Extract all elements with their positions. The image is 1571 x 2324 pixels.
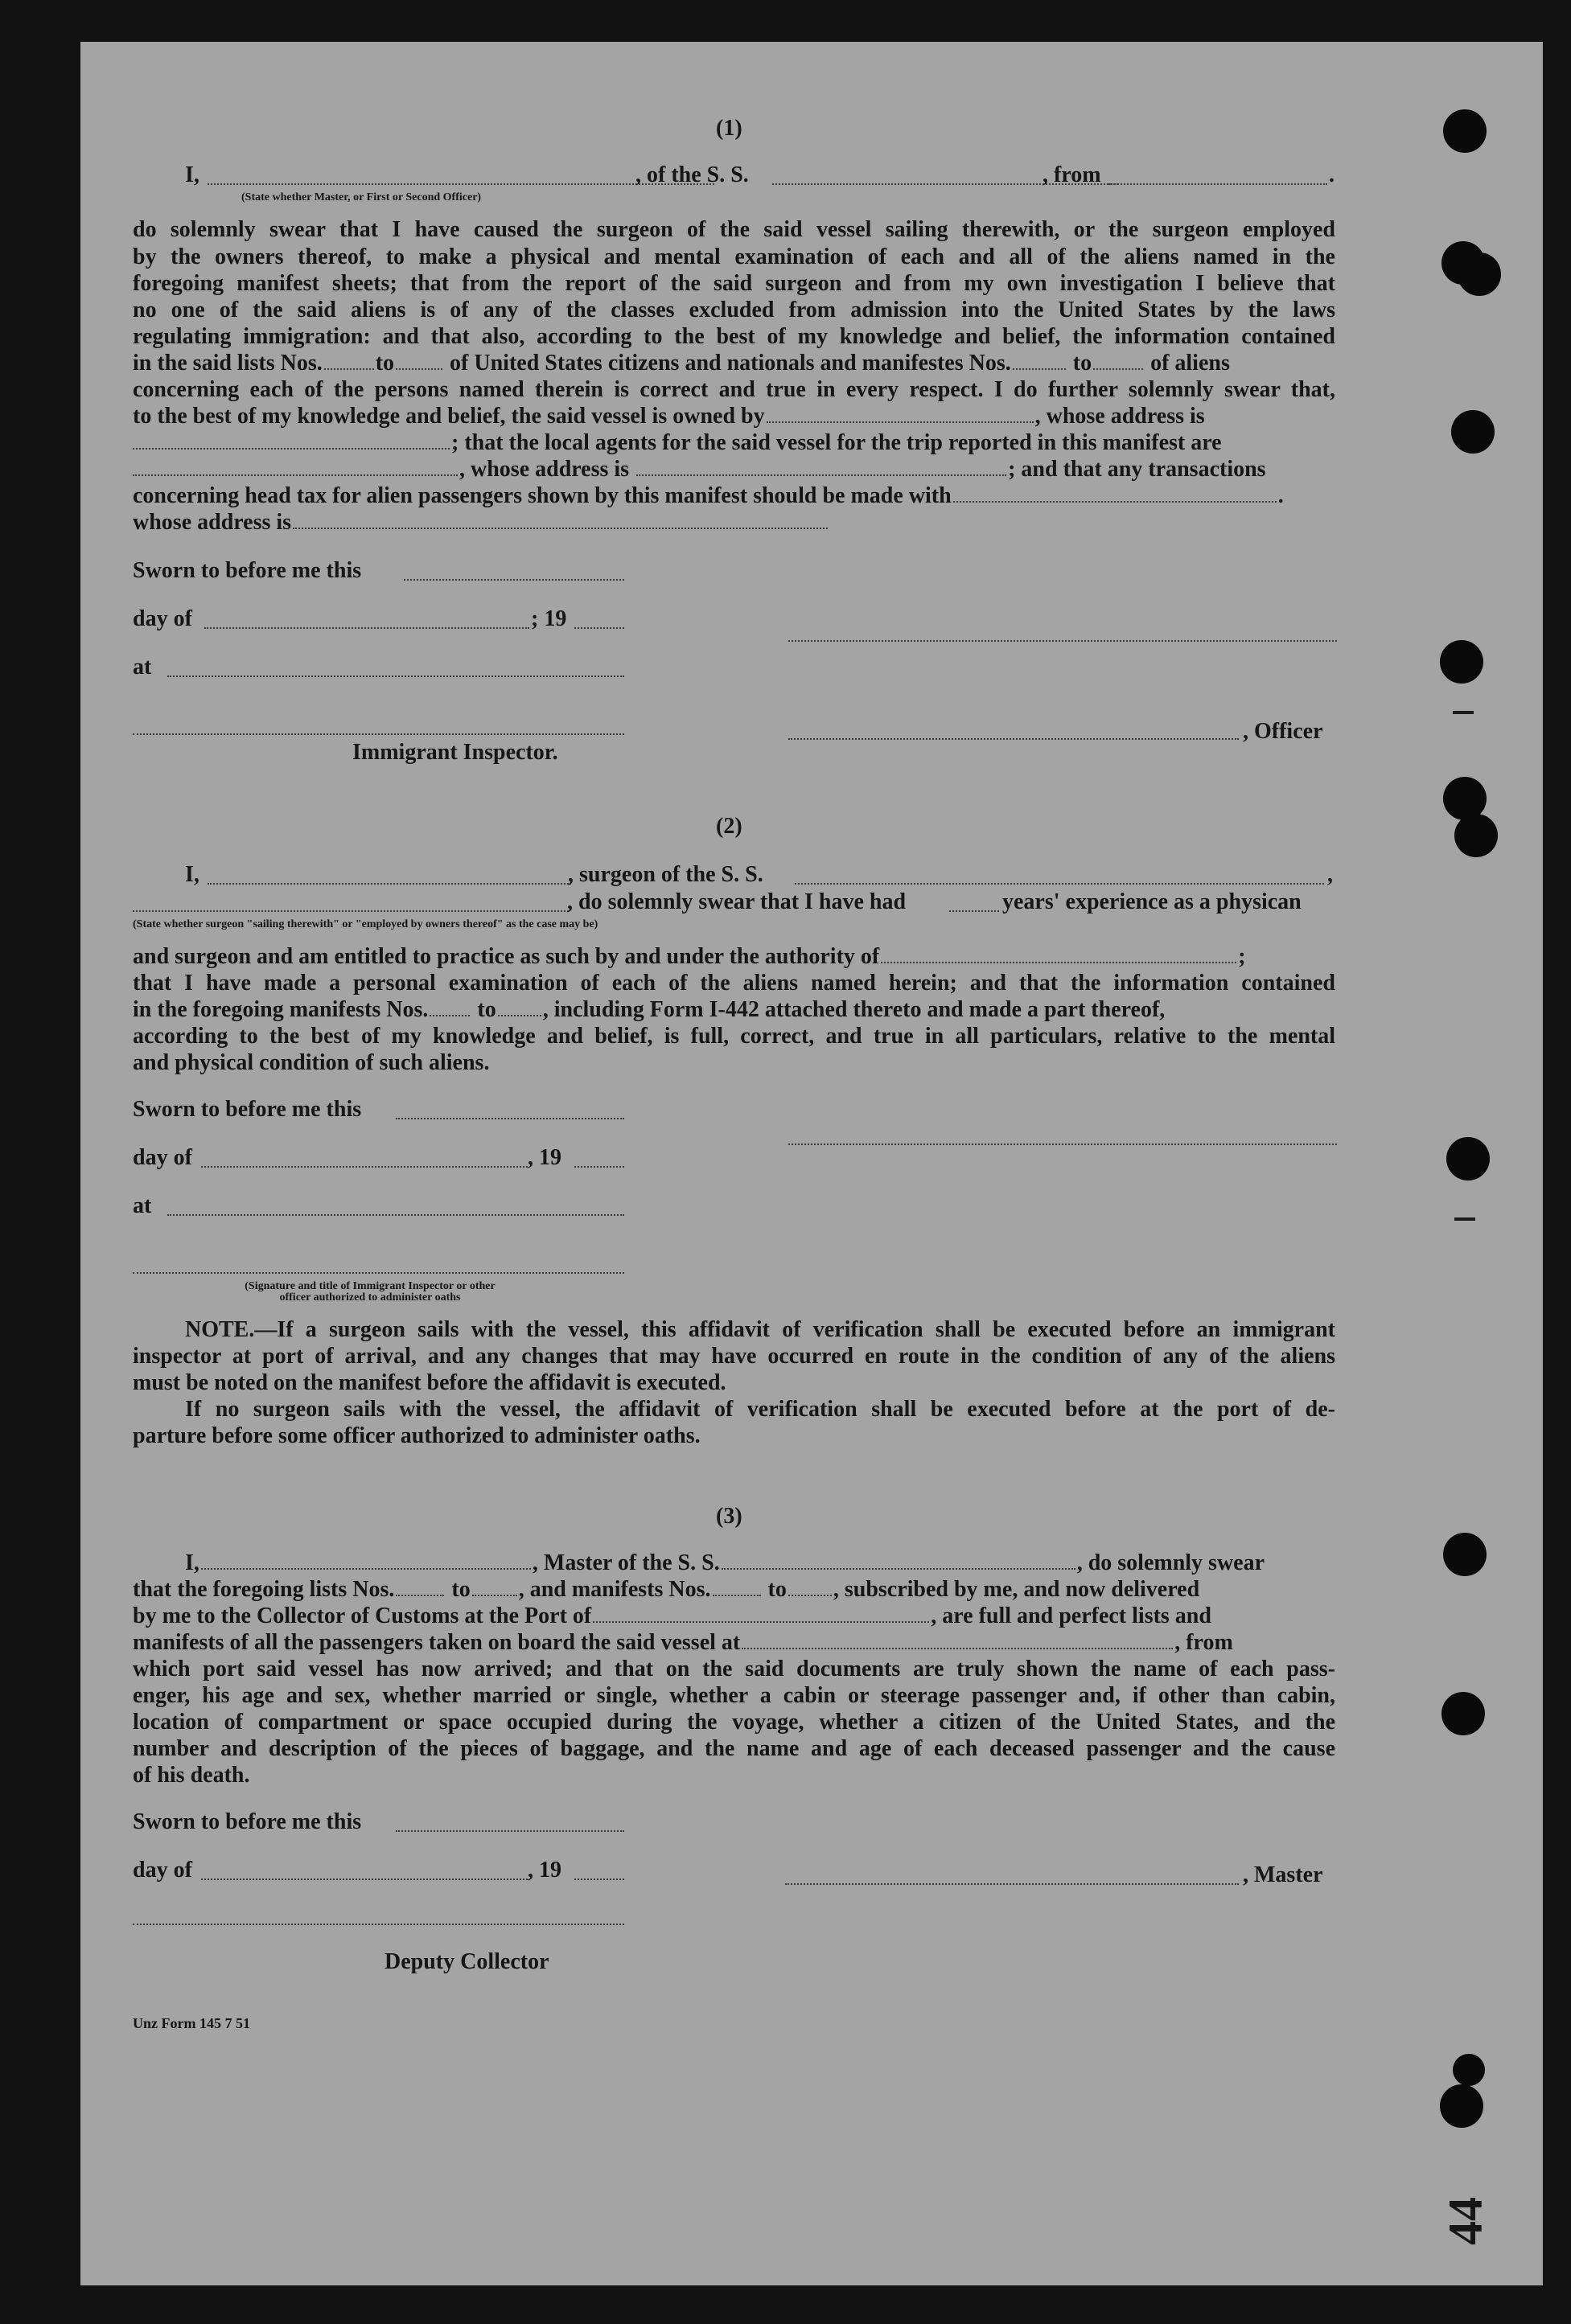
- s1-year-field[interactable]: [574, 627, 624, 629]
- s1-text-line-3: foregoing manifest sheets; that from the report of the said surgeon and from my own investigation I believe that: [133, 271, 1335, 296]
- s1-i-label: I,: [185, 162, 199, 187]
- s2-note-line-5: parture before some officer authorized to administer oaths.: [133, 1423, 701, 1448]
- s3-vessel-name-field[interactable]: [722, 1566, 1075, 1570]
- s2-note-line-2: inspector at port of arrival, and any changes that may have occurred en route in the condition of any of the aliens: [133, 1344, 1335, 1369]
- s2-text-line-7: and physical condition of such aliens.: [133, 1050, 490, 1075]
- punch-hole: [1451, 410, 1495, 454]
- s2-surgeon-signature-field[interactable]: [788, 1144, 1337, 1145]
- s3-text-line-8: number and description of the pieces of baggage, and the name and age of each deceased passenger and the cause: [133, 1736, 1335, 1761]
- s3-port-label: by me to the Collector of Customs at the Port of: [133, 1603, 592, 1628]
- form-number: Unz Form 145 7 51: [133, 2015, 250, 2031]
- document-page: [80, 42, 1543, 2285]
- s1-manifests-label: of United States citizens and nationals and manifestes Nos.: [450, 351, 1011, 376]
- s3-master-label: , Master: [1243, 1862, 1323, 1887]
- s1-local-agents-label: ; that the local agents for the said vessel for the trip reported in this manifest are: [451, 430, 1222, 455]
- s1-owner-address-label: , whose address is: [1034, 404, 1205, 429]
- s3-list-to-field[interactable]: [472, 1593, 517, 1596]
- s2-sworn-day-field[interactable]: [396, 1118, 624, 1119]
- s2-semicolon: ;: [1238, 944, 1246, 969]
- s2-note-line-3: must be noted on the manifest before the affidavit is executed.: [133, 1370, 726, 1395]
- s3-month-field[interactable]: [201, 1878, 528, 1880]
- s1-month-field[interactable]: [204, 627, 529, 629]
- s2-i-label: I,: [185, 862, 199, 887]
- punch-hole: [1458, 253, 1501, 296]
- s3-manifest-from-field[interactable]: [713, 1593, 761, 1596]
- section-1-number: (1): [716, 116, 742, 141]
- s1-at-label: at: [133, 655, 152, 680]
- s1-alien-manifest-from-field[interactable]: [1013, 367, 1066, 370]
- s1-sworn-day-field[interactable]: [404, 579, 624, 581]
- s3-text-line-3: [133, 1603, 1335, 1629]
- s1-of-ss-label: , of the S. S.: [635, 162, 749, 187]
- punch-hole: [1440, 640, 1483, 684]
- s2-authority-field[interactable]: [881, 960, 1236, 963]
- s3-lists-label: that the foregoing lists Nos.: [133, 1577, 395, 1602]
- s2-vessel-name-field[interactable]: [795, 883, 1324, 885]
- s2-to-label: to: [477, 997, 496, 1022]
- s1-text-line-12: [133, 510, 1335, 536]
- s1-from-port-field[interactable]: [1108, 183, 1327, 185]
- s2-sailing-status-field[interactable]: [133, 910, 569, 912]
- s1-text-line-11: [133, 483, 1335, 509]
- s1-to-label-1: to: [375, 351, 395, 376]
- punch-hole: [1440, 2084, 1483, 2128]
- s1-officer-signature-field[interactable]: [788, 738, 1239, 740]
- s3-sworn-label: Sworn to before me this: [133, 1809, 362, 1834]
- s3-sworn-day-field[interactable]: [396, 1830, 624, 1832]
- s2-sworn-label: Sworn to before me this: [133, 1097, 362, 1122]
- s3-text-line-9: of his death.: [133, 1763, 250, 1788]
- s2-surgeon-name-field[interactable]: [208, 883, 571, 885]
- s2-years-label: years' experience as a physican: [1002, 889, 1302, 914]
- s1-text-line-6: [133, 351, 1335, 376]
- s3-master-name-field[interactable]: [201, 1566, 531, 1570]
- s2-at-label: at: [133, 1193, 152, 1218]
- s1-text-line-5: regulating immigration: and that also, according to the best of my knowledge and belief, the information contained: [133, 324, 1335, 349]
- s1-agents-field[interactable]: [133, 473, 458, 476]
- s3-text-line-5: which port said vessel has now arrived; and that on the said documents are truly shown the name of each pass-: [133, 1657, 1335, 1681]
- s3-boarding-port-field[interactable]: [742, 1646, 1173, 1649]
- s3-deputy-signature-field[interactable]: [133, 1924, 624, 1925]
- handwritten-page-number: 44: [1439, 2197, 1492, 2245]
- s3-text-line-4: [133, 1630, 1335, 1656]
- s3-i-label: I,: [185, 1550, 199, 1575]
- s2-note-line-1: NOTE.—If a surgeon sails with the vessel, this affidavit of verification shall be executed before an immigrant: [185, 1317, 1335, 1342]
- s1-day-of-label: day of: [133, 606, 192, 631]
- s1-inspector-signature-field[interactable]: [133, 733, 624, 735]
- s1-signature-upper-line[interactable]: [788, 640, 1337, 642]
- s1-alien-manifest-to-field[interactable]: [1093, 367, 1143, 370]
- s3-port-field[interactable]: [593, 1620, 929, 1623]
- s3-to-label-2: to: [767, 1577, 787, 1602]
- s1-transactions-label: ; and that any transactions: [1008, 457, 1266, 482]
- s1-owner-field[interactable]: [767, 420, 1034, 423]
- s3-taken-on-board-label: manifests of all the passengers taken on board the said vessel at: [133, 1630, 741, 1655]
- punch-hole: [1441, 1692, 1485, 1735]
- s2-signature-note-2: officer authorized to administer oaths: [279, 1291, 461, 1304]
- s3-master-signature-field[interactable]: [785, 1883, 1239, 1885]
- punch-hole: [1453, 2054, 1485, 2086]
- s1-text-line-4: no one of the said aliens is of any of the classes excluded from admission into the United States by the laws: [133, 298, 1335, 322]
- punch-hole: [1454, 814, 1498, 857]
- s2-at-place-field[interactable]: [167, 1214, 624, 1216]
- s3-year-field[interactable]: [574, 1878, 624, 1880]
- s1-text-line-2: by the owners thereof, to make a physical and mental examination of each and all of the aliens named in the: [133, 244, 1335, 269]
- s3-deputy-label: Deputy Collector: [385, 1949, 549, 1974]
- s2-years-field[interactable]: [949, 910, 999, 912]
- s1-of-aliens-label: of aliens: [1150, 351, 1230, 376]
- s3-swear-label: , do solemnly swear: [1076, 1550, 1265, 1575]
- s2-text-line-6: according to the best of my knowledge and belief, is full, correct, and true in all particulars, relative to the mental: [133, 1024, 1335, 1049]
- s1-head-tax-address-field[interactable]: [293, 526, 828, 529]
- s1-year-label: ; 19: [531, 606, 567, 631]
- s1-at-place-field[interactable]: [167, 675, 624, 677]
- punch-hole: [1446, 1137, 1490, 1180]
- s2-text-line-4: that I have made a personal examination of each of the aliens named herein; and that the information contained: [133, 971, 1335, 996]
- s2-day-of-label: day of: [133, 1145, 192, 1170]
- s2-manifests-label: in the foregoing manifests Nos.: [133, 997, 429, 1022]
- punch-hole: [1443, 109, 1487, 153]
- s2-month-field[interactable]: [201, 1166, 528, 1168]
- s1-owned-by-label: to the best of my knowledge and belief, the said vessel is owned by: [133, 404, 765, 429]
- s3-year-label: , 19: [528, 1858, 561, 1883]
- s2-status-note: (State whether surgeon "sailing therewith" or "employed by owners thereof" as the case may be): [133, 918, 598, 930]
- s1-period: .: [1329, 162, 1335, 187]
- s2-authority-label: and surgeon and am entitled to practice as such by and under the authority of: [133, 944, 880, 969]
- s2-manifest-to-field[interactable]: [498, 1013, 541, 1016]
- s1-text-line-9: [133, 430, 1335, 456]
- s2-text-line-3: [133, 944, 1335, 970]
- s1-inspector-label: Immigrant Inspector.: [352, 740, 558, 765]
- margin-tick-mark: [1453, 711, 1474, 714]
- s2-year-label: , 19: [528, 1145, 561, 1170]
- s3-manifest-to-field[interactable]: [788, 1593, 832, 1596]
- s3-day-of-label: day of: [133, 1858, 192, 1883]
- s2-swear-label: , do solemnly swear that I have had: [567, 889, 907, 914]
- s1-agents-address-label: , whose address is: [459, 457, 630, 482]
- s2-inspector-signature-field[interactable]: [133, 1272, 624, 1274]
- s3-from-label: , from: [1174, 1630, 1233, 1655]
- s1-text-line-8: [133, 404, 1335, 429]
- s1-head-tax-label: concerning head tax for alien passengers shown by this manifest should be made with: [133, 483, 952, 508]
- s1-owner-address-field[interactable]: [133, 446, 450, 450]
- s1-head-tax-period: .: [1277, 483, 1284, 508]
- s3-full-lists-label: , are full and perfect lists and: [931, 1603, 1211, 1628]
- punch-hole: [1443, 1533, 1487, 1576]
- s1-text-line-1: do solemnly swear that I have caused the surgeon of the said vessel sailing therewith, or the surgeon employed: [133, 217, 1335, 242]
- s2-surgeon-of-ss-label: , surgeon of the S. S.: [568, 862, 763, 887]
- section-2-number: (2): [716, 814, 742, 839]
- s1-citizen-list-from-field[interactable]: [324, 367, 374, 370]
- section-3-number: (3): [716, 1504, 742, 1529]
- s3-text-line-7: location of compartment or space occupied during the voyage, whether a citizen of the United States, and the: [133, 1710, 1335, 1735]
- s1-sworn-label: Sworn to before me this: [133, 558, 362, 583]
- s2-comma: ,: [1327, 862, 1333, 887]
- s3-list-from-field[interactable]: [396, 1593, 444, 1596]
- s2-note-line-4: If no surgeon sails with the vessel, the affidavit of verification shall be executed before at the port of de-: [185, 1397, 1335, 1422]
- s3-text-line-2: [133, 1577, 1335, 1603]
- s3-manifests-label: , and manifests Nos.: [518, 1577, 711, 1602]
- s3-text-line-6: enger, his age and sex, whether married or single, whether a cabin or steerage passenger and, if other than cabin,: [133, 1683, 1335, 1708]
- s1-head-tax-field[interactable]: [953, 499, 1277, 503]
- s3-text-line-1: [133, 1550, 1335, 1576]
- s1-officer-label: , Officer: [1243, 719, 1323, 744]
- s1-title-note: (State whether Master, or First or Second Officer): [241, 191, 482, 203]
- s1-text-line-10: [133, 457, 1335, 482]
- s3-subscribed-label: , subscribed by me, and now delivered: [833, 1577, 1200, 1602]
- s1-whose-address-label: whose address is: [133, 510, 292, 535]
- s2-year-field[interactable]: [574, 1166, 624, 1168]
- s1-citizen-list-to-field[interactable]: [396, 367, 442, 370]
- s2-manifest-from-field[interactable]: [430, 1013, 470, 1016]
- margin-tick-mark: [1454, 1217, 1475, 1221]
- s2-text-line-5: [133, 997, 1335, 1023]
- s2-form-label: , including Form I-442 attached thereto and made a part thereof,: [542, 997, 1166, 1022]
- s3-to-label-1: to: [451, 1577, 471, 1602]
- s3-master-of-ss-label: , Master of the S. S.: [532, 1550, 720, 1575]
- s1-lists-label: in the said lists Nos.: [133, 351, 323, 376]
- s1-text-line-7: concerning each of the persons named therein is correct and true in every respect. I do further solemnly swear that,: [133, 377, 1335, 402]
- s1-agents-address-field[interactable]: [636, 473, 1006, 476]
- s1-from-label: , from: [1043, 162, 1101, 187]
- s2-signature-note-1: (Signature and title of Immigrant Inspector or other: [245, 1280, 496, 1292]
- s1-to-label-2: to: [1072, 351, 1092, 376]
